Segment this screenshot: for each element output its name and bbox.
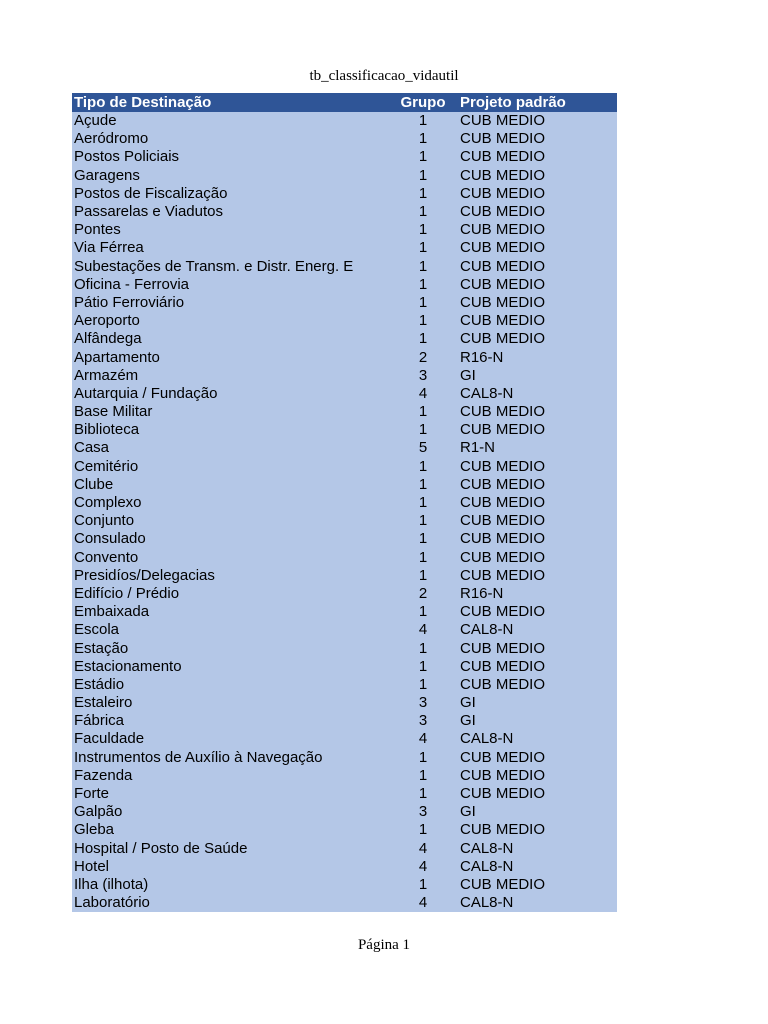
cell-grupo: 1 <box>388 821 458 839</box>
cell-tipo-destinacao: Pátio Ferroviário <box>72 294 388 312</box>
cell-projeto-padrao: CUB MEDIO <box>458 549 617 567</box>
cell-tipo-destinacao: Forte <box>72 785 388 803</box>
table-row <box>72 785 617 803</box>
cell-projeto-padrao: CUB MEDIO <box>458 112 617 130</box>
cell-grupo: 1 <box>388 767 458 785</box>
cell-tipo-destinacao: Apartamento <box>72 348 388 366</box>
cell-tipo-destinacao: Embaixada <box>72 603 388 621</box>
cell-projeto-padrao: CAL8-N <box>458 730 617 748</box>
cell-projeto-padrao: CAL8-N <box>458 385 617 403</box>
cell-grupo: 1 <box>388 276 458 294</box>
cell-projeto-padrao: CUB MEDIO <box>458 567 617 585</box>
table-row <box>72 258 617 276</box>
cell-grupo: 3 <box>388 694 458 712</box>
cell-projeto-padrao: GI <box>458 712 617 730</box>
cell-tipo-destinacao: Faculdade <box>72 730 388 748</box>
cell-projeto-padrao: CUB MEDIO <box>458 239 617 257</box>
table-row <box>72 148 617 166</box>
cell-tipo-destinacao: Consulado <box>72 530 388 548</box>
cell-grupo: 1 <box>388 185 458 203</box>
cell-projeto-padrao: R16-N <box>458 348 617 366</box>
cell-projeto-padrao: CUB MEDIO <box>458 476 617 494</box>
cell-tipo-destinacao: Via Férrea <box>72 239 388 257</box>
cell-tipo-destinacao: Aeródromo <box>72 130 388 148</box>
cell-projeto-padrao: CUB MEDIO <box>458 167 617 185</box>
cell-grupo: 4 <box>388 621 458 639</box>
cell-projeto-padrao: CUB MEDIO <box>458 403 617 421</box>
cell-projeto-padrao: CUB MEDIO <box>458 749 617 767</box>
column-header-projeto-padrao: Projeto padrão <box>458 93 617 112</box>
cell-grupo: 2 <box>388 585 458 603</box>
cell-tipo-destinacao: Biblioteca <box>72 421 388 439</box>
cell-projeto-padrao: GI <box>458 803 617 821</box>
table-row <box>72 348 617 366</box>
cell-grupo: 1 <box>388 258 458 276</box>
table-row <box>72 439 617 457</box>
table-row <box>72 639 617 657</box>
cell-grupo: 5 <box>388 439 458 457</box>
table-row <box>72 694 617 712</box>
table-row <box>72 312 617 330</box>
cell-projeto-padrao: CUB MEDIO <box>458 785 617 803</box>
cell-tipo-destinacao: Estação <box>72 639 388 657</box>
page-number: Página 1 <box>357 937 411 953</box>
cell-tipo-destinacao: Convento <box>72 549 388 567</box>
cell-grupo: 1 <box>388 421 458 439</box>
cell-projeto-padrao: CUB MEDIO <box>458 276 617 294</box>
column-header-tipo-destinacao: Tipo de Destinação <box>72 93 388 112</box>
table-row <box>72 512 617 530</box>
cell-projeto-padrao: CUB MEDIO <box>458 494 617 512</box>
cell-grupo: 1 <box>388 530 458 548</box>
cell-projeto-padrao: CAL8-N <box>458 840 617 858</box>
cell-tipo-destinacao: Hospital / Posto de Saúde <box>72 840 388 858</box>
cell-grupo: 1 <box>388 167 458 185</box>
cell-grupo: 1 <box>388 676 458 694</box>
table-row <box>72 276 617 294</box>
table-row <box>72 494 617 512</box>
table-row <box>72 421 617 439</box>
cell-tipo-destinacao: Fazenda <box>72 767 388 785</box>
table-row <box>72 167 617 185</box>
cell-grupo: 3 <box>388 803 458 821</box>
table-row <box>72 458 617 476</box>
cell-tipo-destinacao: Oficina - Ferrovia <box>72 276 388 294</box>
cell-grupo: 1 <box>388 658 458 676</box>
cell-tipo-destinacao: Fábrica <box>72 712 388 730</box>
table-row <box>72 530 617 548</box>
cell-tipo-destinacao: Conjunto <box>72 512 388 530</box>
cell-grupo: 1 <box>388 476 458 494</box>
cell-projeto-padrao: CUB MEDIO <box>458 330 617 348</box>
cell-projeto-padrao: CUB MEDIO <box>458 512 617 530</box>
cell-projeto-padrao: CAL8-N <box>458 894 617 912</box>
cell-grupo: 1 <box>388 239 458 257</box>
cell-grupo: 2 <box>388 348 458 366</box>
cell-grupo: 1 <box>388 403 458 421</box>
cell-grupo: 4 <box>388 858 458 876</box>
cell-grupo: 3 <box>388 367 458 385</box>
cell-grupo: 1 <box>388 639 458 657</box>
cell-grupo: 1 <box>388 567 458 585</box>
table-row <box>72 603 617 621</box>
cell-grupo: 1 <box>388 330 458 348</box>
cell-grupo: 1 <box>388 549 458 567</box>
cell-grupo: 4 <box>388 894 458 912</box>
cell-projeto-padrao: CUB MEDIO <box>458 767 617 785</box>
page-title: tb_classificacao_vidautil <box>309 68 459 84</box>
cell-grupo: 1 <box>388 512 458 530</box>
table-row <box>72 385 617 403</box>
cell-tipo-destinacao: Casa <box>72 439 388 457</box>
cell-tipo-destinacao: Presidíos/Delegacias <box>72 567 388 585</box>
cell-tipo-destinacao: Estádio <box>72 676 388 694</box>
cell-grupo: 1 <box>388 876 458 894</box>
cell-grupo: 1 <box>388 603 458 621</box>
table-row <box>72 239 617 257</box>
table-row <box>72 567 617 585</box>
table-row <box>72 330 617 348</box>
table-row <box>72 821 617 839</box>
table-row <box>72 876 617 894</box>
cell-tipo-destinacao: Pontes <box>72 221 388 239</box>
cell-grupo: 1 <box>388 749 458 767</box>
cell-grupo: 1 <box>388 458 458 476</box>
cell-grupo: 1 <box>388 494 458 512</box>
table-row <box>72 585 617 603</box>
cell-projeto-padrao: CUB MEDIO <box>458 185 617 203</box>
table-row <box>72 676 617 694</box>
cell-projeto-padrao: CUB MEDIO <box>458 603 617 621</box>
cell-projeto-padrao: CUB MEDIO <box>458 676 617 694</box>
cell-tipo-destinacao: Aeroporto <box>72 312 388 330</box>
cell-tipo-destinacao: Escola <box>72 621 388 639</box>
table-row <box>72 203 617 221</box>
cell-tipo-destinacao: Garagens <box>72 167 388 185</box>
cell-tipo-destinacao: Instrumentos de Auxílio à Navegação <box>72 749 388 767</box>
cell-projeto-padrao: CAL8-N <box>458 621 617 639</box>
cell-projeto-padrao: GI <box>458 367 617 385</box>
cell-projeto-padrao: R16-N <box>458 585 617 603</box>
table-row <box>72 767 617 785</box>
cell-tipo-destinacao: Açude <box>72 112 388 130</box>
table-row <box>72 840 617 858</box>
table-row <box>72 858 617 876</box>
cell-projeto-padrao: CUB MEDIO <box>458 658 617 676</box>
cell-tipo-destinacao: Gleba <box>72 821 388 839</box>
cell-projeto-padrao: GI <box>458 694 617 712</box>
cell-projeto-padrao: CUB MEDIO <box>458 221 617 239</box>
table-row <box>72 294 617 312</box>
column-header-grupo: Grupo <box>388 93 458 112</box>
table-row <box>72 367 617 385</box>
cell-grupo: 1 <box>388 148 458 166</box>
cell-tipo-destinacao: Laboratório <box>72 894 388 912</box>
cell-tipo-destinacao: Postos Policiais <box>72 148 388 166</box>
cell-tipo-destinacao: Base Militar <box>72 403 388 421</box>
cell-projeto-padrao: CUB MEDIO <box>458 821 617 839</box>
cell-grupo: 1 <box>388 203 458 221</box>
table-row <box>72 658 617 676</box>
cell-projeto-padrao: CUB MEDIO <box>458 876 617 894</box>
cell-grupo: 1 <box>388 312 458 330</box>
cell-grupo: 1 <box>388 130 458 148</box>
cell-tipo-destinacao: Subestações de Transm. e Distr. Energ. E <box>72 258 388 276</box>
cell-projeto-padrao: CUB MEDIO <box>458 458 617 476</box>
cell-tipo-destinacao: Autarquia / Fundação <box>72 385 388 403</box>
cell-tipo-destinacao: Complexo <box>72 494 388 512</box>
cell-projeto-padrao: CUB MEDIO <box>458 258 617 276</box>
table-row <box>72 221 617 239</box>
cell-tipo-destinacao: Passarelas e Viadutos <box>72 203 388 221</box>
cell-grupo: 1 <box>388 294 458 312</box>
classification-table <box>72 93 617 912</box>
cell-projeto-padrao: R1-N <box>458 439 617 457</box>
cell-projeto-padrao: CUB MEDIO <box>458 203 617 221</box>
table-row <box>72 803 617 821</box>
cell-tipo-destinacao: Alfândega <box>72 330 388 348</box>
cell-tipo-destinacao: Hotel <box>72 858 388 876</box>
cell-projeto-padrao: CUB MEDIO <box>458 130 617 148</box>
cell-projeto-padrao: CUB MEDIO <box>458 421 617 439</box>
cell-projeto-padrao: CUB MEDIO <box>458 530 617 548</box>
cell-tipo-destinacao: Ilha (ilhota) <box>72 876 388 894</box>
cell-tipo-destinacao: Edifício / Prédio <box>72 585 388 603</box>
cell-tipo-destinacao: Galpão <box>72 803 388 821</box>
cell-grupo: 1 <box>388 785 458 803</box>
table-row <box>72 185 617 203</box>
cell-grupo: 1 <box>388 221 458 239</box>
table-body <box>72 112 617 912</box>
table-row <box>72 130 617 148</box>
cell-projeto-padrao: CUB MEDIO <box>458 294 617 312</box>
cell-tipo-destinacao: Armazém <box>72 367 388 385</box>
cell-projeto-padrao: CAL8-N <box>458 858 617 876</box>
cell-grupo: 3 <box>388 712 458 730</box>
cell-projeto-padrao: CUB MEDIO <box>458 148 617 166</box>
table-row <box>72 730 617 748</box>
table-row <box>72 549 617 567</box>
cell-grupo: 1 <box>388 112 458 130</box>
cell-grupo: 4 <box>388 385 458 403</box>
table-row <box>72 112 617 130</box>
cell-tipo-destinacao: Clube <box>72 476 388 494</box>
table-row <box>72 894 617 912</box>
table-row <box>72 403 617 421</box>
table-row <box>72 712 617 730</box>
cell-grupo: 4 <box>388 840 458 858</box>
table-row <box>72 621 617 639</box>
cell-tipo-destinacao: Postos de Fiscalização <box>72 185 388 203</box>
cell-projeto-padrao: CUB MEDIO <box>458 639 617 657</box>
cell-tipo-destinacao: Cemitério <box>72 458 388 476</box>
cell-tipo-destinacao: Estacionamento <box>72 658 388 676</box>
cell-tipo-destinacao: Estaleiro <box>72 694 388 712</box>
cell-projeto-padrao: CUB MEDIO <box>458 312 617 330</box>
table-row <box>72 749 617 767</box>
table-header-row <box>72 93 617 112</box>
table-row <box>72 476 617 494</box>
cell-grupo: 4 <box>388 730 458 748</box>
